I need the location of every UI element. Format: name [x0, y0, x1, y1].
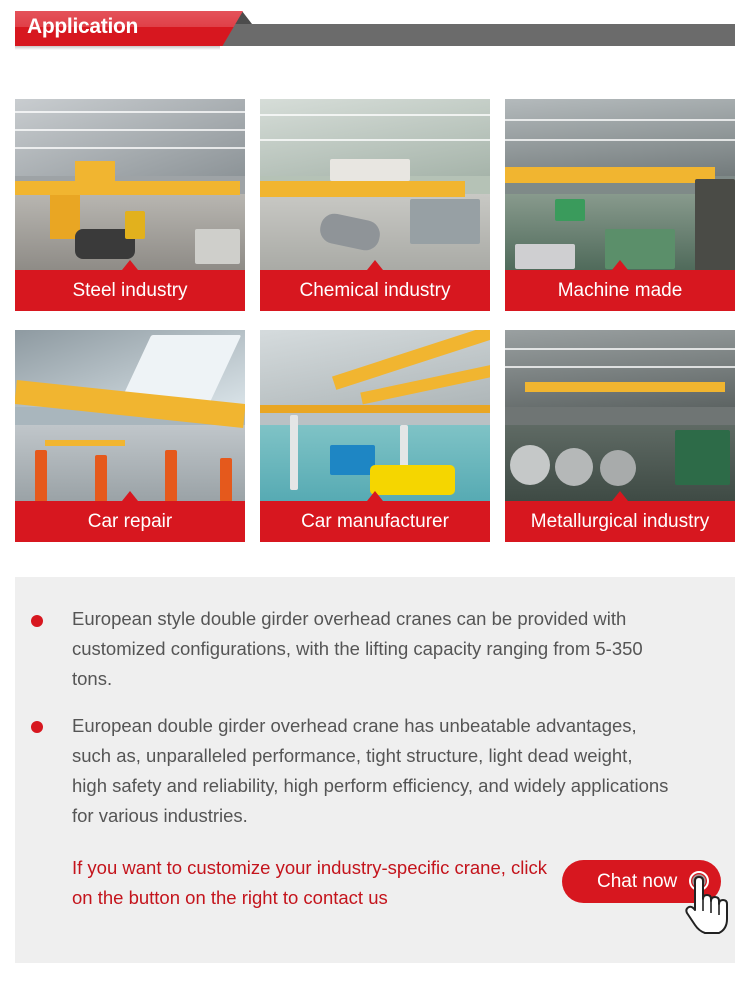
label-notch: [122, 491, 138, 501]
application-label: Chemical industry: [260, 270, 490, 311]
metallurgical-industry-photo: [505, 330, 735, 502]
section-header: [0, 0, 750, 60]
bullet-dot: [31, 615, 43, 627]
label-notch: [122, 260, 138, 270]
application-card-car-manufacturer[interactable]: [260, 330, 490, 542]
section-title: Application: [27, 15, 139, 38]
contact-prompt: If you want to customize your industry-specific crane, click on the button on the right to contact us: [72, 857, 548, 908]
feature-paragraph: European double girder overhead crane has unbeatable advantages, such as, unparalleled performance, tight structure, light dead weight, high safety and reliability, high perform efficiency, and widely applications for various industries.: [72, 715, 669, 826]
application-card-steel-industry[interactable]: [15, 99, 245, 311]
info-panel: [15, 577, 735, 963]
feature-paragraph: European style double girder overhead cranes can be provided with customized configurations, with the lifting capacity ranging from 5-350 tons.: [72, 608, 643, 689]
label-notch: [367, 491, 383, 501]
application-card-metallurgical-industry[interactable]: [505, 330, 735, 542]
bullet-dot: [31, 721, 43, 733]
application-label: Car repair: [15, 501, 245, 542]
application-card-machine-made[interactable]: [505, 99, 735, 311]
chat-now-label: Chat now: [597, 871, 678, 892]
hand-pointer-icon: [683, 869, 731, 935]
application-card-chemical-industry[interactable]: [260, 99, 490, 311]
machine-made-photo: [505, 99, 735, 271]
steel-industry-photo: [15, 99, 245, 271]
car-manufacturer-photo: [260, 330, 490, 502]
car-repair-photo: [15, 330, 245, 502]
application-label: Metallurgical industry: [505, 501, 735, 542]
header-gray-bar: [222, 24, 735, 46]
label-notch: [612, 260, 628, 270]
application-card-car-repair[interactable]: [15, 330, 245, 542]
label-notch: [367, 260, 383, 270]
header-tab-shadow: [15, 46, 220, 50]
label-notch: [612, 491, 628, 501]
application-label: Steel industry: [15, 270, 245, 311]
chemical-industry-photo: [260, 99, 490, 271]
application-label: Car manufacturer: [260, 501, 490, 542]
application-label: Machine made: [505, 270, 735, 311]
